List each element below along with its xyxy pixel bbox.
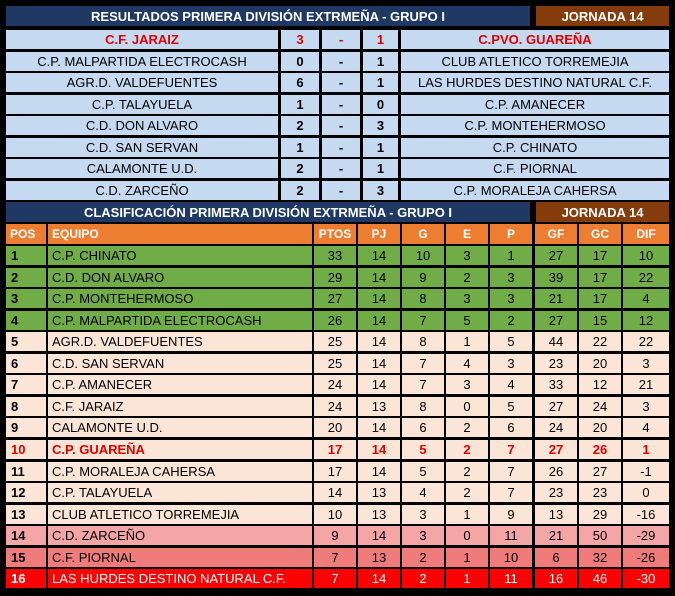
standings-ptos: 25 xyxy=(314,354,356,373)
standings-p: 10 xyxy=(490,548,532,567)
match-separator: - xyxy=(322,52,360,71)
match-away-goals: 1 xyxy=(363,159,398,178)
standings-gc: 20 xyxy=(579,418,621,437)
match-away-team: LAS HURDES DESTINO NATURAL C.F. xyxy=(401,73,669,92)
standings-e: 1 xyxy=(446,505,488,524)
standings-pj: 14 xyxy=(358,289,400,308)
match-away-goals: 1 xyxy=(363,30,398,49)
standings-p: 6 xyxy=(490,418,532,437)
standings-e: 2 xyxy=(446,440,488,459)
match-home-team: C.F. JARAIZ xyxy=(6,30,278,49)
standings-gc: 27 xyxy=(579,462,621,481)
standings-e: 5 xyxy=(446,311,488,330)
standings-p: 7 xyxy=(490,462,532,481)
standings-team: C.F. PIORNAL xyxy=(48,548,312,567)
column-header-gc: GC xyxy=(579,224,621,244)
match-away-goals: 0 xyxy=(363,95,398,114)
standings-pos: 2 xyxy=(6,268,46,287)
standings-dif: -29 xyxy=(623,526,669,545)
standings-e: 2 xyxy=(446,483,488,502)
match-separator: - xyxy=(322,138,360,157)
match-away-goals: 1 xyxy=(363,138,398,157)
standings-team: AGR.D. VALDEFUENTES xyxy=(48,332,312,351)
standings-title: CLASIFICACIÓN PRIMERA DIVISIÓN EXTRMEÑA - GRUPO I xyxy=(6,202,530,222)
standings-ptos: 10 xyxy=(314,505,356,524)
standings-e: 0 xyxy=(446,397,488,416)
match-away-goals: 3 xyxy=(363,116,398,135)
standings-gf: 27 xyxy=(535,246,577,265)
match-separator: - xyxy=(322,30,360,49)
standings-gc: 29 xyxy=(579,505,621,524)
match-home-goals: 1 xyxy=(281,138,319,157)
standings-pj: 13 xyxy=(358,548,400,567)
standings-gf: 6 xyxy=(535,548,577,567)
match-away-team: C.PVO. GUAREÑA xyxy=(401,30,669,49)
match-separator: - xyxy=(322,159,360,178)
standings-e: 3 xyxy=(446,246,488,265)
match-away-goals: 1 xyxy=(363,73,398,92)
standings-e: 1 xyxy=(446,569,488,588)
standings-team: C.P. MALPARTIDA ELECTROCASH xyxy=(48,311,312,330)
standings-ptos: 27 xyxy=(314,289,356,308)
column-header-pos: POS xyxy=(6,224,46,244)
standings-pos: 13 xyxy=(6,505,46,524)
match-home-goals: 2 xyxy=(281,159,319,178)
standings-team: C.D. ZARCEÑO xyxy=(48,526,312,545)
standings-gf: 26 xyxy=(535,462,577,481)
standings-p: 11 xyxy=(490,569,532,588)
standings-pj: 14 xyxy=(358,375,400,394)
standings-p: 3 xyxy=(490,354,532,373)
standings-pos: 5 xyxy=(6,332,46,351)
standings-gf: 44 xyxy=(535,332,577,351)
standings-gc: 17 xyxy=(579,289,621,308)
standings-dif: 12 xyxy=(623,311,669,330)
standings-pos: 12 xyxy=(6,483,46,502)
standings-pj: 14 xyxy=(358,418,400,437)
standings-dif: -1 xyxy=(623,462,669,481)
standings-gc: 17 xyxy=(579,268,621,287)
standings-p: 3 xyxy=(490,268,532,287)
match-away-team: C.P. AMANECER xyxy=(401,95,669,114)
standings-g: 7 xyxy=(402,354,444,373)
standings-g: 9 xyxy=(402,268,444,287)
match-away-goals: 3 xyxy=(363,181,398,200)
standings-ptos: 7 xyxy=(314,548,356,567)
standings-p: 11 xyxy=(490,526,532,545)
standings-pos: 8 xyxy=(6,397,46,416)
standings-ptos: 17 xyxy=(314,440,356,459)
standings-pj: 14 xyxy=(358,462,400,481)
match-home-team: C.D. ZARCEÑO xyxy=(6,181,278,200)
standings-pos: 4 xyxy=(6,311,46,330)
match-home-team: C.P. TALAYUELA xyxy=(6,95,278,114)
match-home-team: AGR.D. VALDEFUENTES xyxy=(6,73,278,92)
standings-p: 3 xyxy=(490,289,532,308)
standings-gc: 17 xyxy=(579,246,621,265)
standings-gf: 21 xyxy=(535,289,577,308)
column-header-p: P xyxy=(490,224,532,244)
standings-jornada: JORNADA 14 xyxy=(536,202,669,222)
standings-pj: 14 xyxy=(358,311,400,330)
standings-ptos: 26 xyxy=(314,311,356,330)
column-header-pj: PJ xyxy=(358,224,400,244)
match-home-goals: 0 xyxy=(281,52,319,71)
match-home-team: CALAMONTE U.D. xyxy=(6,159,278,178)
standings-g: 3 xyxy=(402,505,444,524)
standings-pj: 14 xyxy=(358,246,400,265)
standings-p: 5 xyxy=(490,397,532,416)
match-separator: - xyxy=(322,181,360,200)
standings-g: 2 xyxy=(402,548,444,567)
standings-g: 6 xyxy=(402,418,444,437)
match-home-team: C.P. MALPARTIDA ELECTROCASH xyxy=(6,52,278,71)
standings-pos: 9 xyxy=(6,418,46,437)
standings-p: 1 xyxy=(490,246,532,265)
match-separator: - xyxy=(322,73,360,92)
standings-dif: 4 xyxy=(623,289,669,308)
match-away-goals: 1 xyxy=(363,52,398,71)
standings-gf: 39 xyxy=(535,268,577,287)
standings-gc: 32 xyxy=(579,548,621,567)
standings-pos: 3 xyxy=(6,289,46,308)
standings-gf: 27 xyxy=(535,397,577,416)
standings-g: 2 xyxy=(402,569,444,588)
standings-team: C.F. JARAIZ xyxy=(48,397,312,416)
standings-ptos: 29 xyxy=(314,268,356,287)
standings-dif: 3 xyxy=(623,354,669,373)
standings-pj: 13 xyxy=(358,505,400,524)
standings-dif: 10 xyxy=(623,246,669,265)
standings-team: CLUB ATLETICO TORREMEJIA xyxy=(48,505,312,524)
standings-p: 7 xyxy=(490,440,532,459)
standings-ptos: 20 xyxy=(314,418,356,437)
standings-team: C.P. CHINATO xyxy=(48,246,312,265)
column-header-g: G xyxy=(402,224,444,244)
standings-gf: 27 xyxy=(535,311,577,330)
standings-gc: 50 xyxy=(579,526,621,545)
standings-gf: 24 xyxy=(535,418,577,437)
standings-pos: 10 xyxy=(6,440,46,459)
standings-dif: -26 xyxy=(623,548,669,567)
standings-gf: 21 xyxy=(535,526,577,545)
standings-team: C.D. DON ALVARO xyxy=(48,268,312,287)
standings-pos: 1 xyxy=(6,246,46,265)
standings-dif: 4 xyxy=(623,418,669,437)
standings-ptos: 17 xyxy=(314,462,356,481)
standings-team: C.P. TALAYUELA xyxy=(48,483,312,502)
match-home-goals: 1 xyxy=(281,95,319,114)
standings-gc: 15 xyxy=(579,311,621,330)
standings-g: 5 xyxy=(402,462,444,481)
column-header-dif: DIF xyxy=(623,224,669,244)
match-home-goals: 2 xyxy=(281,181,319,200)
standings-pos: 16 xyxy=(6,569,46,588)
column-header-e: E xyxy=(446,224,488,244)
standings-team: C.D. SAN SERVAN xyxy=(48,354,312,373)
standings-gf: 23 xyxy=(535,354,577,373)
standings-pj: 14 xyxy=(358,354,400,373)
standings-pj: 14 xyxy=(358,332,400,351)
standings-e: 2 xyxy=(446,462,488,481)
standings-ptos: 14 xyxy=(314,483,356,502)
standings-team: C.P. MORALEJA CAHERSA xyxy=(48,462,312,481)
standings-g: 3 xyxy=(402,526,444,545)
standings-gf: 16 xyxy=(535,569,577,588)
standings-team: C.P. AMANECER xyxy=(48,375,312,394)
standings-p: 2 xyxy=(490,311,532,330)
standings-g: 8 xyxy=(402,289,444,308)
match-home-team: C.D. DON ALVARO xyxy=(6,116,278,135)
match-home-team: C.D. SAN SERVAN xyxy=(6,138,278,157)
standings-pos: 7 xyxy=(6,375,46,394)
standings-g: 4 xyxy=(402,483,444,502)
standings-g: 10 xyxy=(402,246,444,265)
match-away-team: CLUB ATLETICO TORREMEJIA xyxy=(401,52,669,71)
standings-ptos: 7 xyxy=(314,569,356,588)
match-away-team: C.P. MORALEJA CAHERSA xyxy=(401,181,669,200)
standings-gc: 26 xyxy=(579,440,621,459)
standings-pj: 14 xyxy=(358,569,400,588)
results-jornada: JORNADA 14 xyxy=(536,6,669,26)
standings-e: 3 xyxy=(446,289,488,308)
standings-pj: 14 xyxy=(358,440,400,459)
standings-pos: 14 xyxy=(6,526,46,545)
standings-e: 1 xyxy=(446,332,488,351)
standings-gf: 13 xyxy=(535,505,577,524)
standings-ptos: 24 xyxy=(314,375,356,394)
standings-gc: 20 xyxy=(579,354,621,373)
standings-ptos: 24 xyxy=(314,397,356,416)
standings-gf: 33 xyxy=(535,375,577,394)
standings-team: C.P. MONTEHERMOSO xyxy=(48,289,312,308)
standings-team: C.P. GUAREÑA xyxy=(48,440,312,459)
standings-pos: 6 xyxy=(6,354,46,373)
standings-e: 1 xyxy=(446,548,488,567)
standings-pj: 14 xyxy=(358,526,400,545)
standings-dif: -16 xyxy=(623,505,669,524)
standings-ptos: 33 xyxy=(314,246,356,265)
match-separator: - xyxy=(322,116,360,135)
standings-g: 8 xyxy=(402,397,444,416)
standings-ptos: 25 xyxy=(314,332,356,351)
standings-p: 5 xyxy=(490,332,532,351)
standings-dif: 1 xyxy=(623,440,669,459)
standings-pos: 11 xyxy=(6,462,46,481)
standings-dif: 0 xyxy=(623,483,669,502)
match-home-goals: 2 xyxy=(281,116,319,135)
column-header-team: EQUIPO xyxy=(48,224,312,244)
standings-pos: 15 xyxy=(6,548,46,567)
standings-e: 3 xyxy=(446,375,488,394)
standings-g: 7 xyxy=(402,375,444,394)
standings-e: 2 xyxy=(446,418,488,437)
standings-dif: 22 xyxy=(623,332,669,351)
standings-gc: 23 xyxy=(579,483,621,502)
standings-gc: 12 xyxy=(579,375,621,394)
standings-gc: 24 xyxy=(579,397,621,416)
column-header-ptos: PTOS xyxy=(314,224,356,244)
standings-p: 9 xyxy=(490,505,532,524)
results-title: RESULTADOS PRIMERA DIVISIÓN EXTRMEÑA - GRUPO I xyxy=(6,6,530,26)
standings-e: 4 xyxy=(446,354,488,373)
standings-p: 7 xyxy=(490,483,532,502)
standings-pj: 13 xyxy=(358,483,400,502)
standings-pj: 14 xyxy=(358,268,400,287)
standings-g: 7 xyxy=(402,311,444,330)
standings-gc: 46 xyxy=(579,569,621,588)
standings-gf: 23 xyxy=(535,483,577,502)
column-header-gf: GF xyxy=(535,224,577,244)
match-away-team: C.P. CHINATO xyxy=(401,138,669,157)
standings-team: CALAMONTE U.D. xyxy=(48,418,312,437)
standings-team: LAS HURDES DESTINO NATURAL C.F. xyxy=(48,569,312,588)
standings-gf: 27 xyxy=(535,440,577,459)
standings-g: 8 xyxy=(402,332,444,351)
standings-pj: 13 xyxy=(358,397,400,416)
standings-g: 5 xyxy=(402,440,444,459)
standings-dif: 22 xyxy=(623,268,669,287)
match-home-goals: 3 xyxy=(281,30,319,49)
standings-gc: 22 xyxy=(579,332,621,351)
match-home-goals: 6 xyxy=(281,73,319,92)
standings-e: 2 xyxy=(446,268,488,287)
standings-dif: -30 xyxy=(623,569,669,588)
standings-dif: 21 xyxy=(623,375,669,394)
match-away-team: C.P. MONTEHERMOSO xyxy=(401,116,669,135)
match-separator: - xyxy=(322,95,360,114)
standings-dif: 3 xyxy=(623,397,669,416)
standings-e: 0 xyxy=(446,526,488,545)
standings-ptos: 9 xyxy=(314,526,356,545)
standings-p: 4 xyxy=(490,375,532,394)
match-away-team: C.F. PIORNAL xyxy=(401,159,669,178)
